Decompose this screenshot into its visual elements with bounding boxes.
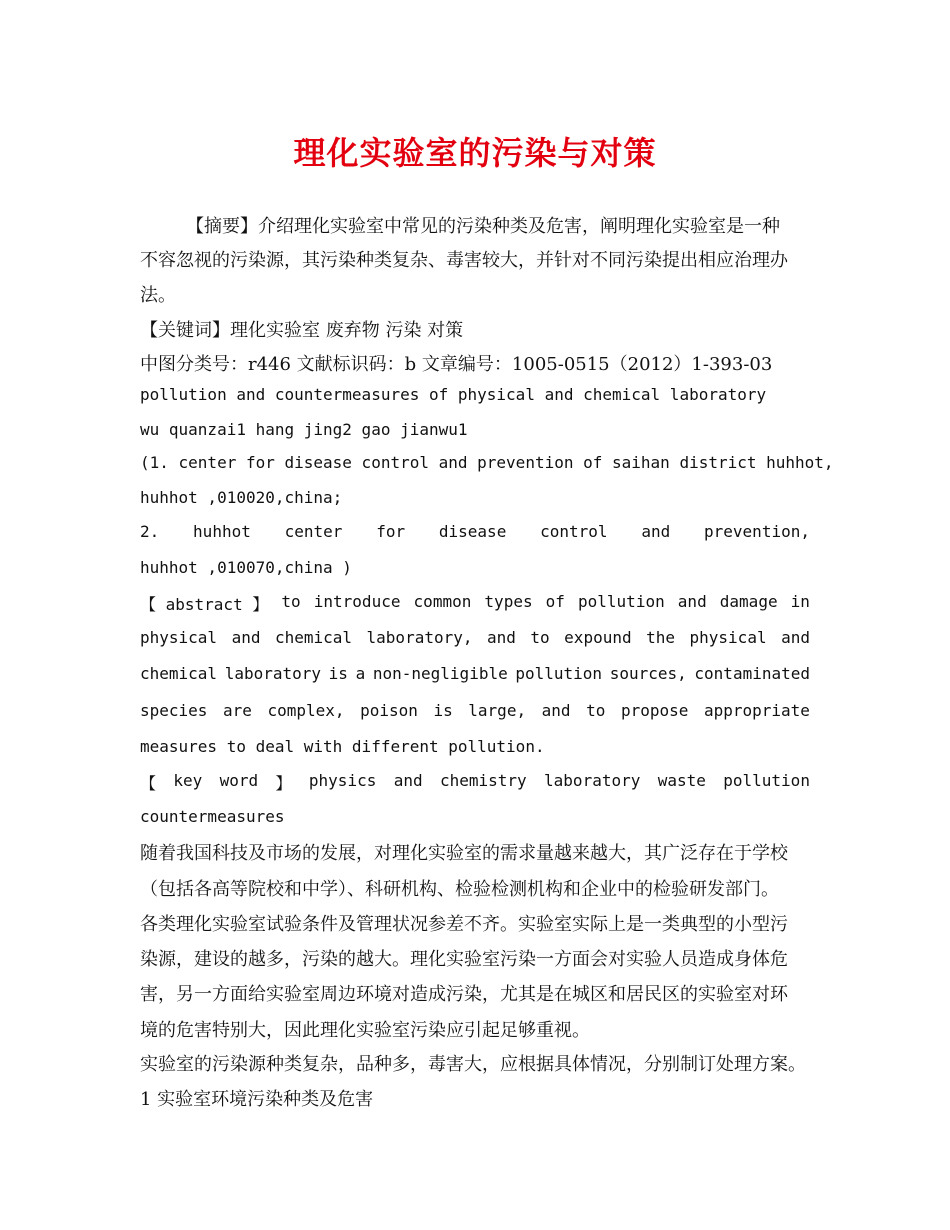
keywords-cn: 【关键词】理化实验室 废弃物 污染 对策: [140, 320, 464, 341]
word: of: [545, 592, 565, 611]
abstract-en-line-1: [140, 592, 810, 615]
word: for: [376, 522, 406, 541]
word: are: [223, 701, 252, 720]
word: chemical: [140, 664, 218, 683]
word: to: [586, 701, 606, 720]
word: disease: [438, 522, 507, 541]
word: a: [355, 664, 366, 683]
word: large,: [468, 701, 527, 720]
word: control: [540, 522, 608, 541]
word: appropriate: [703, 701, 810, 720]
keyword-en-line-1: [140, 771, 810, 794]
word: and: [541, 701, 571, 720]
word: chemical: [274, 628, 353, 647]
word: pollution: [578, 592, 665, 611]
abstract-en-line-4: [140, 701, 810, 720]
word: 2.: [140, 522, 160, 541]
word: damage: [719, 592, 778, 611]
word: 【: [140, 774, 157, 793]
word: pollution: [723, 771, 810, 790]
word: and: [393, 771, 423, 790]
word: is: [328, 664, 348, 683]
classification-line: 中图分类号：r446 文献标识码：b 文章编号：1005-0515（2012）1-393-03: [140, 354, 773, 375]
word: introduce: [313, 592, 401, 611]
english-authors: wu quanzai1 hang jing2 gao jianwu1: [140, 420, 468, 439]
word: complex,: [267, 701, 345, 720]
keyword-en-line-2: countermeasures: [140, 807, 285, 826]
word: non-negligible: [372, 664, 508, 683]
word: pollution: [515, 664, 603, 683]
word: laboratory: [544, 771, 641, 790]
affiliation-line-4: huhhot ,010070,china ): [140, 558, 352, 577]
body-line-5: 害，另一方面给实验室周边环境对造成污染，尤其是在城区和居民区的实验室对环: [140, 984, 788, 1005]
affiliation-line-1: (1. center for disease control and prevention of saihan district huhhot,: [140, 453, 834, 472]
word: 【 abstract 】: [140, 595, 269, 614]
word: expound: [564, 628, 632, 647]
word: is: [433, 701, 453, 720]
word: key: [173, 771, 203, 790]
word: center: [284, 522, 343, 541]
word: propose: [620, 701, 689, 720]
word: and: [231, 628, 261, 647]
word: species: [140, 701, 208, 720]
body-line-6: 境的危害特别大，因此理化实验室污染应引起足够重视。: [140, 1020, 590, 1041]
word: huhhot: [193, 522, 251, 541]
body-line-3: 各类理化实验室试验条件及管理状况参差不齐。实验室实际上是一类典型的小型污: [140, 914, 788, 935]
affiliation-line-2: huhhot ,010020,china;: [140, 488, 343, 507]
abstract-cn-line-2: 不容忽视的污染源，其污染种类复杂、毒害较大，并针对不同污染提出相应治理办: [140, 250, 788, 271]
word: chemistry: [439, 771, 527, 790]
word: physical: [140, 628, 218, 647]
english-title: pollution and countermeasures of physical and chemical laboratory: [140, 385, 767, 404]
word: and: [641, 522, 671, 541]
document-title: 理化实验室的污染与对策: [293, 134, 657, 172]
abstract-en-line-2: [140, 628, 810, 647]
word: common: [413, 592, 472, 611]
word: sources,: [609, 664, 687, 683]
word: poison: [360, 701, 418, 720]
word: physics: [308, 771, 377, 790]
word: waste: [657, 771, 706, 790]
section-heading: 1 实验室环境污染种类及危害: [140, 1089, 374, 1110]
word: contaminated: [694, 664, 810, 683]
word: in: [790, 592, 810, 611]
word: types: [484, 592, 533, 611]
abstract-en-line-3: [140, 664, 810, 683]
word: and: [677, 592, 707, 611]
word: and: [487, 628, 516, 647]
word: and: [781, 628, 810, 647]
word: laboratory,: [366, 628, 473, 647]
word: laboratory: [224, 664, 322, 683]
word: to: [281, 592, 301, 611]
word: 】: [275, 774, 292, 793]
abstract-cn-line-3: 法。: [140, 285, 176, 306]
word: prevention,: [704, 522, 810, 541]
abstract-cn-line-1: 【摘要】介绍理化实验室中常见的污染种类及危害，阐明理化实验室是一种: [186, 216, 780, 237]
word: to: [530, 628, 550, 647]
body-line-1: 随着我国科技及市场的发展，对理化实验室的需求量越来越大，其广泛存在于学校: [140, 843, 788, 864]
body-line-7: 实验室的污染源种类复杂，品种多，毒害大，应根据具体情况，分别制订处理方案。: [140, 1054, 806, 1075]
body-line-4: 染源，建设的越多，污染的越大。理化实验室污染一方面会对实验人员造成身体危: [140, 949, 788, 970]
abstract-en-line-5: measures to deal with different pollution.: [140, 737, 545, 756]
affiliation-line-3: [140, 522, 810, 541]
word: physical: [689, 628, 767, 647]
word: word: [219, 771, 259, 790]
body-line-2: （包括各高等院校和中学）、科研机构、检验检测机构和企业中的检验研发部门。: [140, 879, 779, 900]
word: the: [646, 628, 676, 647]
